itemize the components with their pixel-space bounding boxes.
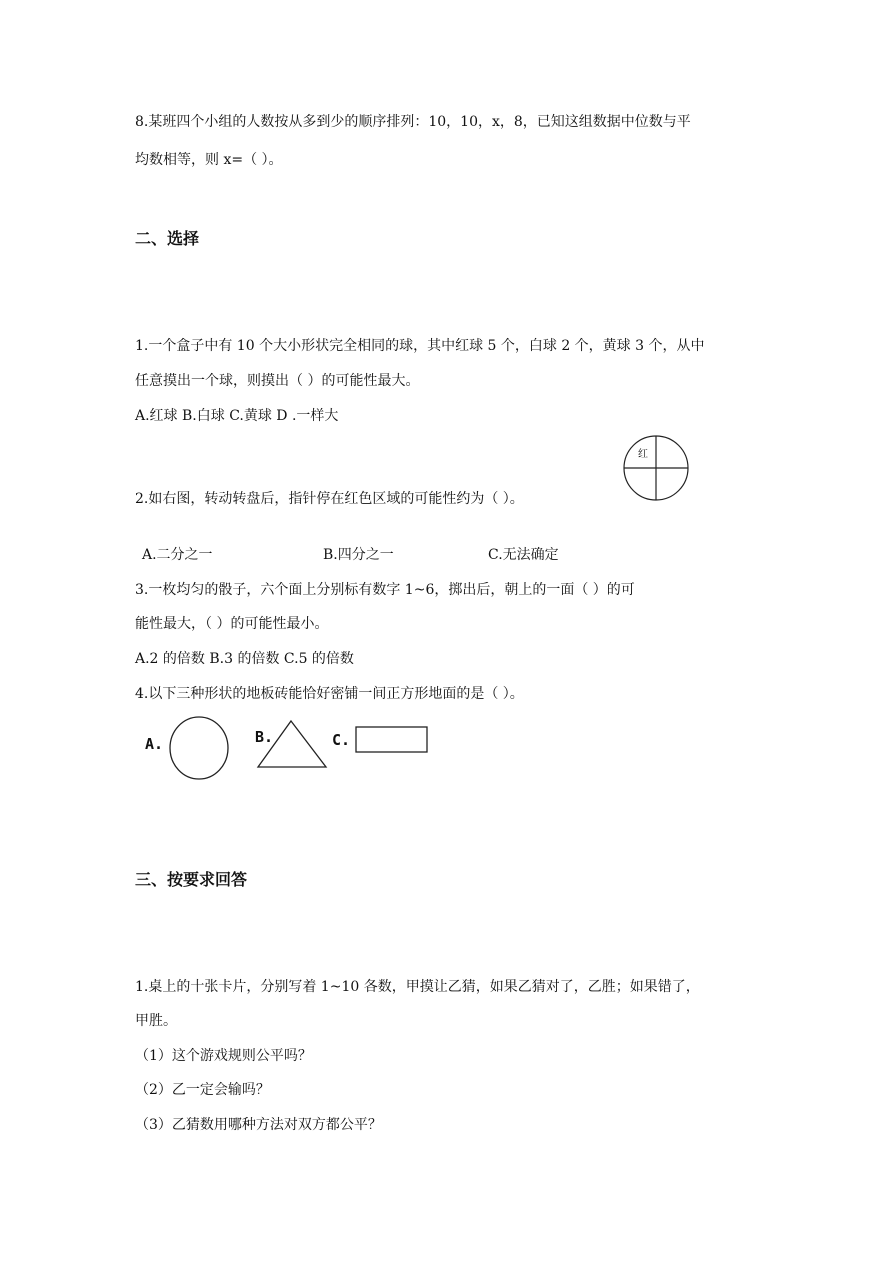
- triangle-shape: [256, 719, 328, 769]
- q8-line1: 8.某班四个小组的人数按从多到少的顺序排列：10，10，x，8，已知这组数据中位数与平: [135, 114, 691, 130]
- rectangle-shape: [355, 726, 429, 754]
- c2-option-b: B.四分之一: [323, 547, 394, 563]
- r1-line1: 1.桌上的十张卡片，分别写着 1~10 各数，甲摸让乙猜，如果乙猜对了，乙胜；如果错了，: [135, 979, 700, 995]
- shape-a-label: A.: [145, 735, 164, 753]
- c1-line1: 1.一个盒子中有 10 个大小形状完全相同的球，其中红球 5 个，白球 2 个，黄球 3 个，从中: [135, 338, 705, 354]
- c3-line1: 3.一枚均匀的骰子，六个面上分别标有数字 1~6，掷出后，朝上的一面（ ）的可: [135, 582, 635, 598]
- c2-text: 2.如右图，转动转盘后，指针停在红色区域的可能性约为（ ）。: [135, 491, 524, 507]
- c3-options: A.2 的倍数 B.3 的倍数 C.5 的倍数: [135, 651, 354, 667]
- c2-option-a: A.二分之一: [142, 547, 213, 563]
- section-title-choice: 二、选择: [135, 229, 200, 248]
- spinner-figure: [622, 434, 690, 502]
- r1-line2: 甲胜。: [135, 1013, 177, 1029]
- c1-line2: 任意摸出一个球，则摸出（ ）的可能性最大。: [135, 373, 420, 389]
- r1-sub2: （2）乙一定会输吗？: [135, 1082, 270, 1098]
- shape-c-label: C.: [332, 731, 351, 749]
- spinner-label-red: 红: [638, 449, 648, 460]
- section-title-answer: 三、按要求回答: [135, 870, 248, 889]
- c4-text: 4.以下三种形状的地板砖能恰好密铺一间正方形地面的是（ ）。: [135, 686, 524, 702]
- r1-sub1: （1）这个游戏规则公平吗？: [135, 1048, 312, 1064]
- circle-shape: [168, 716, 230, 780]
- shape-b-label: B.: [255, 728, 274, 746]
- c2-option-c: C.无法确定: [488, 547, 559, 563]
- c3-line2: 能性最大，（ ）的可能性最小。: [135, 616, 329, 632]
- q8-line2: 均数相等，则 x=（ ）。: [135, 152, 283, 168]
- c1-options: A.红球 B.白球 C.黄球 D .一样大: [135, 408, 339, 424]
- r1-sub3: （3）乙猜数用哪种方法对双方都公平？: [135, 1117, 382, 1133]
